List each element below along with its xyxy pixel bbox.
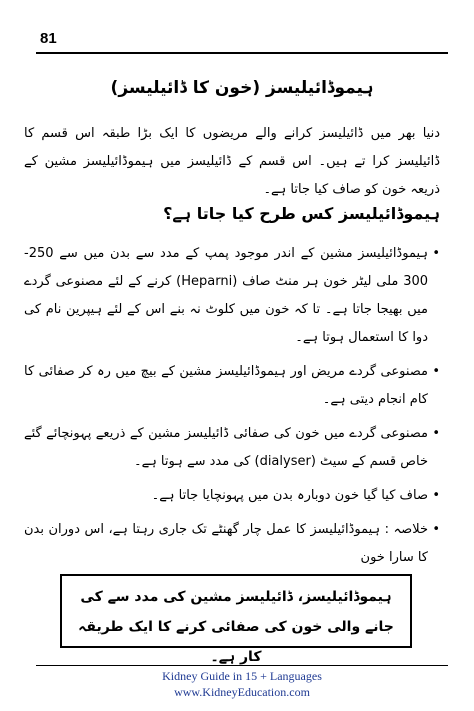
header-rule — [36, 52, 448, 54]
bullet-dot-icon: • — [432, 246, 440, 261]
summary-box — [60, 574, 412, 665]
list-item-text: مصنوعی گردے میں خون کی صفائی ڈائیلیسز مشین کے ذریعے پہونچائے گئے خاص قسم کے سیٹ (dialyser) کی مدد سے ہوتا ہے۔ — [24, 426, 428, 469]
list-item-text: صاف کیا گیا خون دوبارہ بدن میں پہونچایا جاتا ہے۔ — [151, 488, 428, 503]
page-number: 81 — [40, 30, 57, 47]
section-heading: ہیموڈائیلیسز کس طرح کیا جاتا ہے؟ — [163, 204, 440, 223]
list-item — [24, 420, 440, 476]
list-item — [24, 482, 440, 510]
summary-text: ہیموڈائیلیسز، ڈائیلیسز مشین کی مدد سے کی جانے والی خون کی صفائی کرنے کا ایک طریقہ کار ہے۔ — [78, 589, 394, 665]
page-title: ہیموڈائیلیسز (خون کا ڈائیلیسز) — [110, 78, 374, 98]
list-item-text: ہیموڈائیلیسز مشین کے اندر موجود پمپ کے مدد سے بدن میں سے 250-300 ملی لیٹر خون ہر منٹ صاف (Heparni) کرنے کے لئے مصنوعی گردے میں بھیجا جاتا ہے۔ تا کہ خون میں کلوٹ نہ بنے اس کے لئے ہیپرین نام کی دوا کا استعمال ہوتا ہے۔ — [24, 246, 429, 345]
bullet-dot-icon: • — [432, 426, 440, 441]
list-item — [24, 516, 440, 572]
bullet-dot-icon: • — [432, 364, 440, 379]
bullet-dot-icon: • — [432, 522, 440, 537]
footer-website: www.KidneyEducation.com — [174, 685, 310, 699]
footer-title: Kidney Guide in 15 + Languages — [162, 669, 322, 683]
list-item-text: خلاصہ : ہیموڈائیلیسز کا عمل چار گھنٹے تک جاری رہتا ہے، اس دوران بدن کا سارا خون — [24, 522, 428, 565]
list-item — [24, 358, 440, 414]
bullet-dot-icon: • — [432, 488, 440, 503]
intro-paragraph: دنیا بھر میں ڈائیلیسز کرانے والے مریضوں کا ایک بڑا طبقہ اس قسم کا ڈائیلیسز کرا تے ہیں۔ اس قسم کے ڈائیلیسز میں ہیموڈائیلیسز مشین کے ذریعہ خون کو صاف کیا جاتا ہے۔ — [24, 126, 440, 197]
steps-list — [24, 240, 440, 578]
list-item — [24, 240, 440, 352]
footer-rule — [36, 665, 448, 666]
list-item-text: مصنوعی گردے مریض اور ہیموڈائیلیسز مشین کے بیچ میں رہ کر صفائی کا کام انجام دیتی ہے۔ — [24, 364, 428, 407]
